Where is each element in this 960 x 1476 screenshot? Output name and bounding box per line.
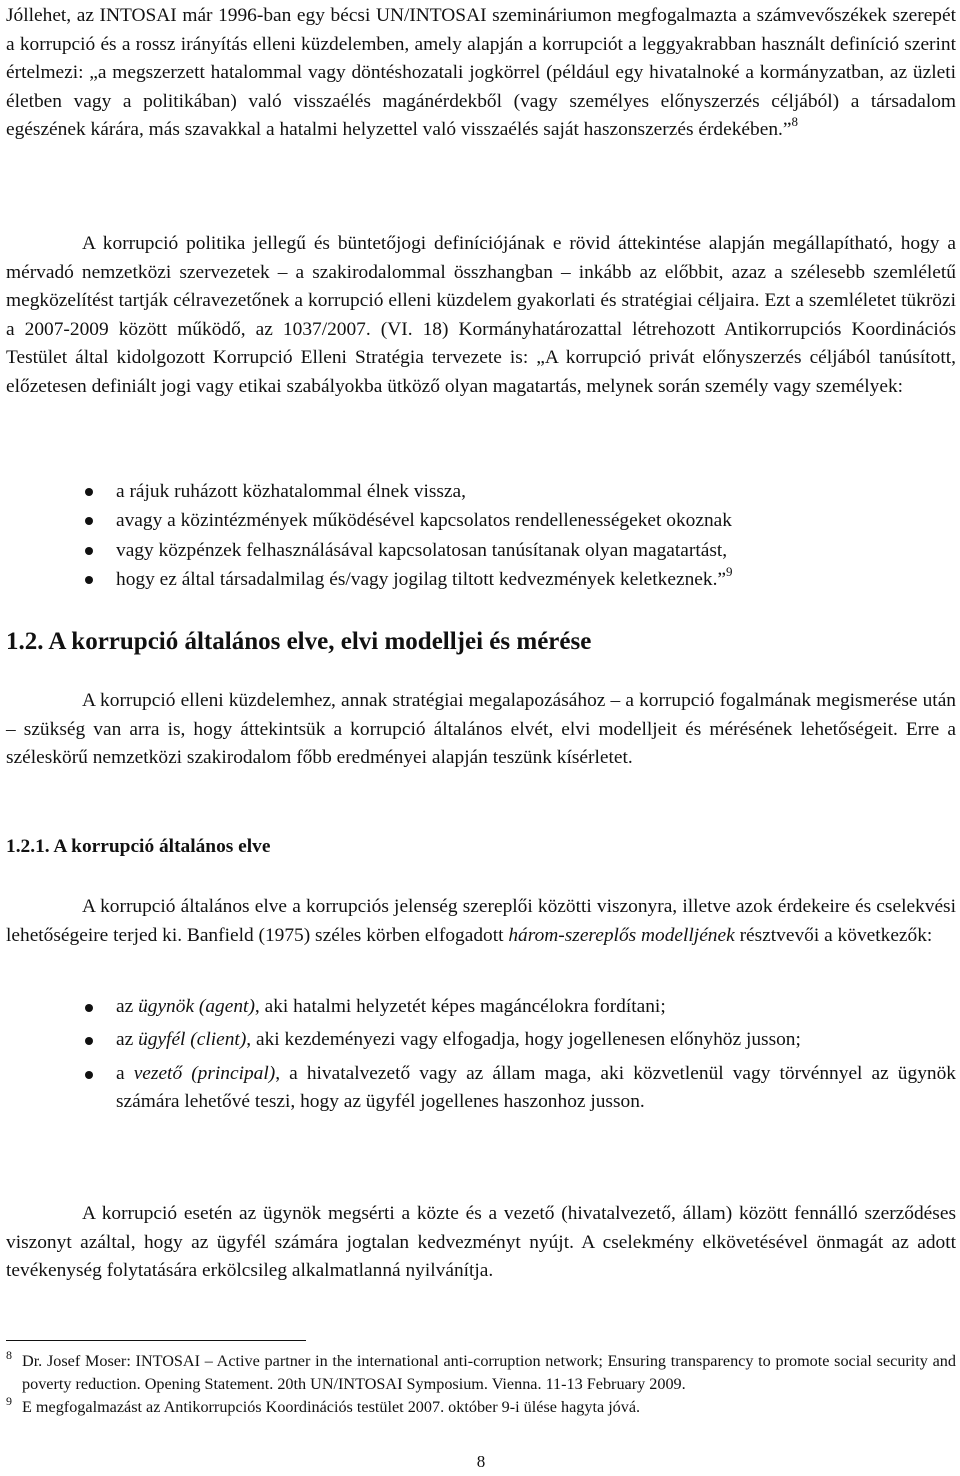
footnote-divider <box>6 1340 306 1341</box>
list-item-agent: az ügynök (agent), aki hatalmi helyzetét képes magáncélokra fordítani; <box>6 993 956 1021</box>
page-number: 8 <box>476 1452 486 1471</box>
list-item: a rájuk ruházott közhatalommal élnek vissza, <box>6 477 956 506</box>
paragraph-general-principle: A korrupció általános elve a korrupciós jelenség szereplői közötti viszonyra, illetve azok érdekeire és cselekvési lehetőségeire terjed ki. Banfield (1975) széles körben elfogadott három-szereplős modelljének résztvevői a következők: <box>6 896 956 946</box>
paragraph-section-intro: A korrupció elleni küzdelemhez, annak stratégiai megalapozásához – a korrupció fogalmának megismerése után – szükség van arra is, hogy áttekintsük a korrupció általános elvét, elvi modelljeit és mérésének lehetőségeit. Erre a széleskörű nemzetközi szakirodalom főbb eredményei alapján teszünk kísérletet. <box>6 690 956 769</box>
footnote-9: 9 E megfogalmazást az Antikorrupciós Koordinációs testület 2007. október 9-i ülése hagyta jóvá. <box>6 1394 641 1416</box>
list-item: avagy a közintézmények működésével kapcsolatos rendellenességeket okoznak <box>6 506 956 535</box>
footnote-8: 8 Dr. Josef Moser: INTOSAI – Active partner in the international anti-corruption network; Ensuring transparency to promote social security and poverty reduction. Opening Statement. 20th UN/INTOSAI Symposium. Vienna. 11-13 February 2009. <box>6 1348 956 1393</box>
behaviour-list <box>6 477 956 595</box>
footnote-ref-8[interactable]: 8 <box>791 114 798 130</box>
footnotes <box>6 1350 956 1419</box>
footnote-ref-9[interactable]: 9 <box>726 564 733 580</box>
list-item-client: az ügyfél (client), aki kezdeményezi vagy elfogadja, hogy jogellenesen előnyhöz jusson; <box>6 1026 956 1054</box>
participant-list <box>6 993 956 1117</box>
subsection-heading-1-2-1: 1.2.1. A korrupció általános elve <box>6 836 271 857</box>
paragraph-definition-overview: A korrupció politika jellegű és büntetőjogi definíciójának e rövid áttekintése alapján megállapítható, hogy a mérvadó nemzetközi szervezetek – a szakirodalommal összhangban – inkább az előbbit, azaz a szélesebb szemléletű megközelítést tartják célravezetőnek a korrupció elleni küzdelem gyakorlati és stratégiai céljaira. Ezt a szemléletet tükrözi a 2007-2009 között működő, az 1037/2007. (VI. 18) Kormányhatározattal létrehozott Antikorrupciós Koordinációs Testület által kidolgozott Korrupció Elleni Stratégia tervezete is: „A korrupció privát előnyszerzés céljából tanúsított, előzetesen definiált jogi vagy etikai szabályokba ütköző olyan magatartás, melynek során személy vagy személyek: <box>6 233 956 397</box>
list-item-principal: a vezető (principal), a hivatalvezető vagy az állam maga, aki közvetlenül vagy törvénnyel az ügynök számára lehetővé teszi, hogy az ügyfél jogellenes haszonhoz jusson. <box>6 1060 956 1117</box>
list-item: hogy ez által társadalmilag és/vagy jogilag tiltott kedvezmények keletkeznek.”$^9$ <box>6 565 956 594</box>
list-item: vagy közpénzek felhasználásával kapcsolatosan tanúsítanak olyan magatartást, <box>6 536 956 565</box>
section-heading-1-2: 1.2. A korrupció általános elve, elvi modelljei és mérése <box>6 628 592 655</box>
paragraph-intosai-definition: Jóllehet, az INTOSAI már 1996-ban egy bécsi UN/INTOSAI szemináriumon megfogalmazta a számvevőszékek szerepét a korrupció és a rossz irányítás elleni küzdelemben, amely alapján a korrupciót a leggyakrabban használt definíció szerint értelmezi: „a megszerzett hatalommal vagy döntéshozatali jogkörrel (például egy hivatalnoké a kormányzatban, az üzleti életben vagy a politikában) való visszaélés magánérdekből (vagy személyes előnyszerzés céljából) a társadalom egészének kárára, más szavakkal a hatalmi helyzettel való visszaélés saját haszonszerzés érdekében.”$^8$ <box>6 5 956 141</box>
paragraph-agent-breach: A korrupció esetén az ügynök megsérti a közte és a vezető (hivatalvezető, állam) között fennálló szerződéses viszonyt azáltal, hogy az ügyfél számára jogtalan kedvezményt nyújt. A cselekmény elkövetésével önmagát az adott tevékenység folytatására erkölcsileg alkalmatlanná nyilvánítja. <box>6 1203 956 1282</box>
